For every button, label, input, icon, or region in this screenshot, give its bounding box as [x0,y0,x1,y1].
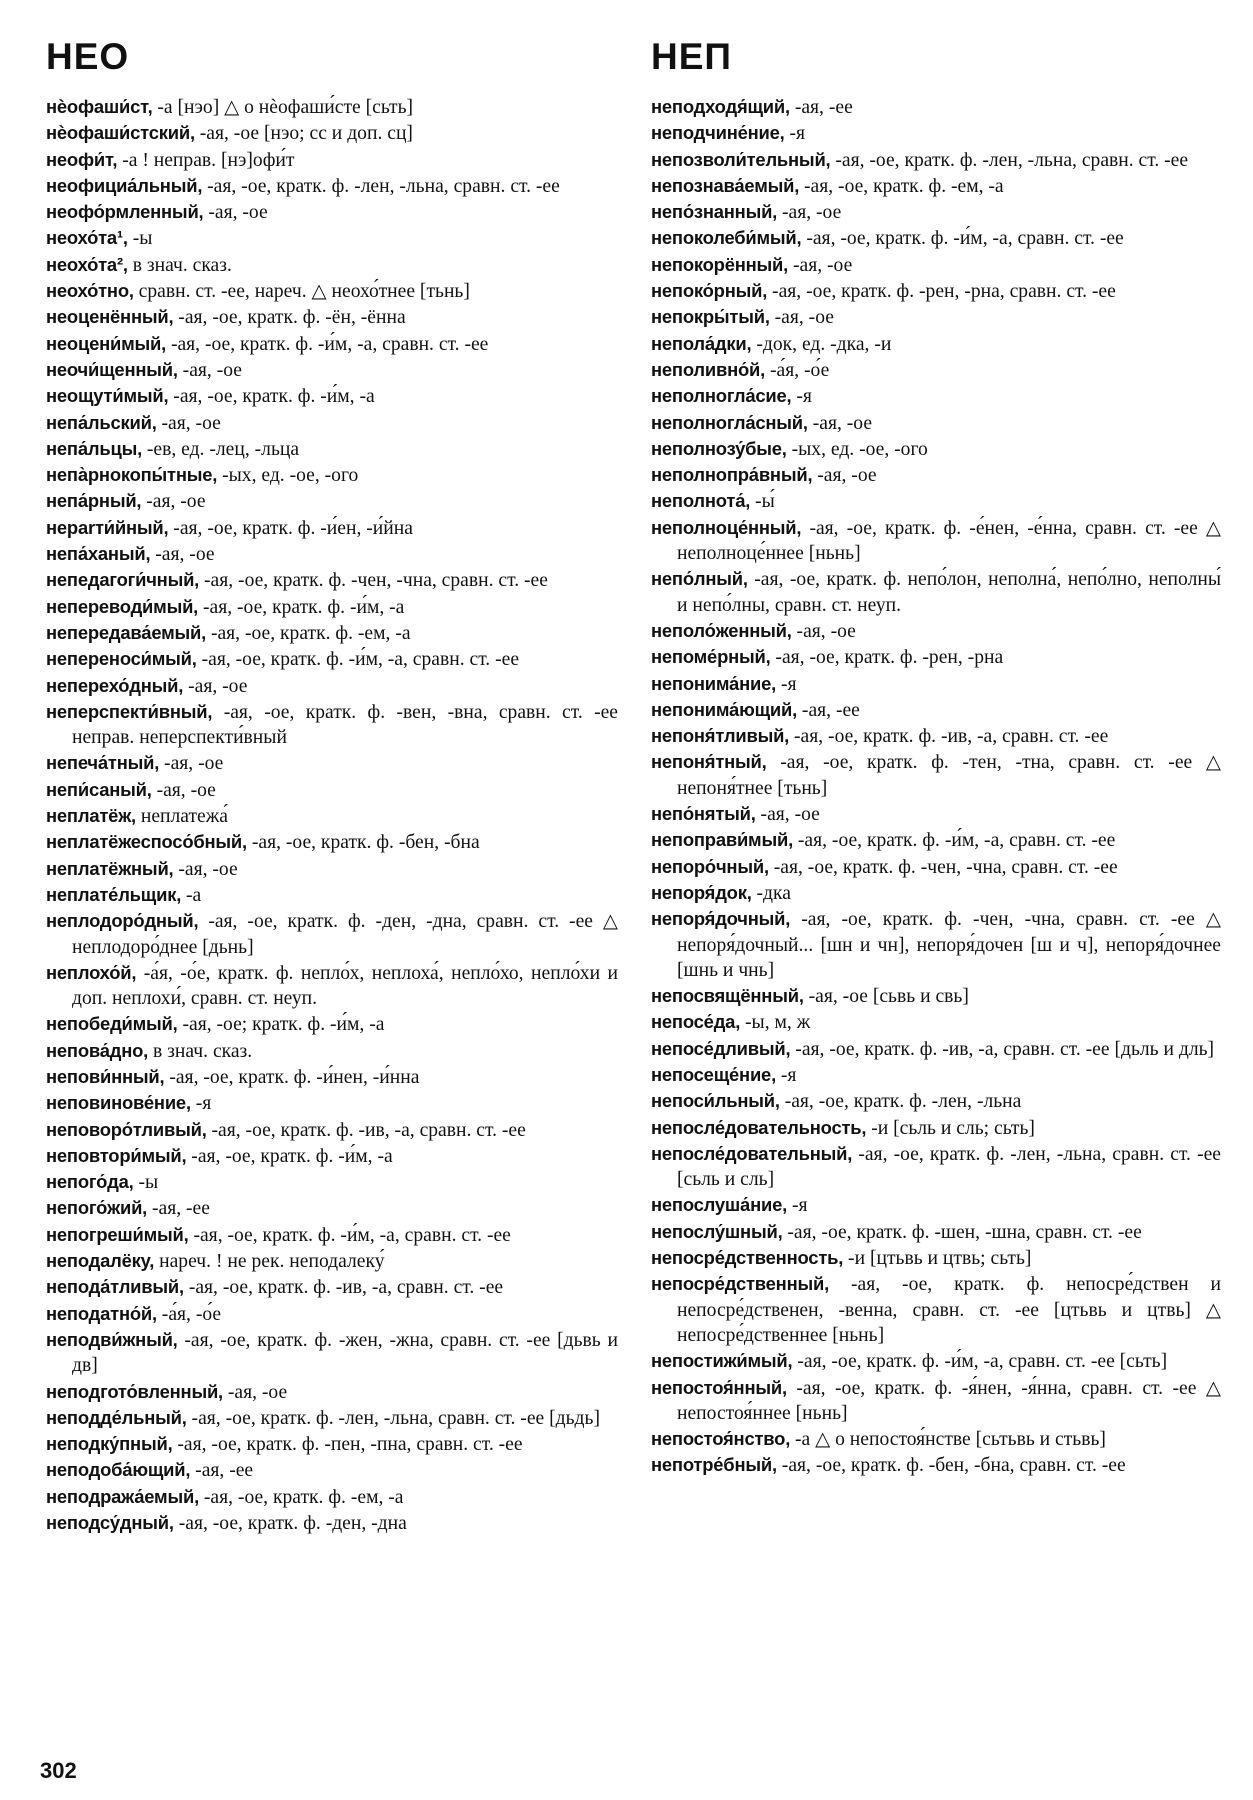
entry-headword: непа̀рнокопы́тные, [46,464,218,486]
entry-body: -ая, -ое, кратк. ф. непо́лон, неполна́, непо́лно, неполны́ и непо́лны, сравн. ст. неуп. [677,569,1221,616]
dictionary-entry [651,383,1221,409]
dictionary-entry [46,147,618,173]
entry-body: -ая, -ое, кратк. ф. -лен, -льна, сравн. ст. -ее [сьль и сль] [677,1143,1221,1191]
entry-body: -ых, ед. -ое, -ого [217,465,359,487]
dictionary-entry [46,1510,618,1536]
dictionary-entry [46,120,618,146]
entry-headword: неохо́та¹, [46,227,128,249]
entry-headword: неподоба́ющий, [46,1459,191,1481]
dictionary-entry [46,1117,618,1143]
entry-headword: неподсу́дный, [46,1512,174,1534]
entry-body: -ая, -ое [203,202,268,224]
dictionary-entry [46,1011,618,1037]
entry-headword: неочи́щенный, [46,358,178,380]
entry-body: -я [787,1195,808,1217]
left-column [46,34,618,1536]
dictionary-entry [651,1062,1221,1088]
dictionary-entry [651,304,1221,330]
entry-body: -ая, -ое, кратк. ф. -пен, -пна, сравн. ст. -ее [172,1434,523,1456]
entry-body: -ая, -ое [150,544,215,566]
dictionary-entry [46,383,618,409]
entry-body: в знач. сказ. [127,254,232,276]
dictionary-entry [651,723,1221,749]
dictionary-entry [651,120,1221,146]
dictionary-entry [46,410,618,436]
entry-body: -ая, -ое [755,804,820,826]
dictionary-entry [651,880,1221,906]
entry-body: -ы, м, ж [740,1012,811,1034]
entry-headword: непотре́бный, [651,1454,777,1476]
entry-body: -ая, -ое, кратк. ф. -и́нен, -и́нна [164,1066,420,1088]
dictionary-entry [46,646,618,672]
entry-headword: непосе́дливый, [651,1037,791,1059]
entry-body: -я [791,386,812,408]
entry-body: -ев, ед. -лец, -льца [141,438,300,460]
entry-headword: непедагоги́чный, [46,569,200,591]
entry-body: -ая, -ое, кратк. ф. -чен, -чна, сравн. ст. -ее [768,856,1118,878]
entry-headword: непостоя́нство, [651,1428,791,1450]
entry-headword: нѐофаши́стский, [46,122,195,144]
entry-headword: неподде́льный, [46,1406,187,1428]
dictionary-entry [46,515,618,541]
dictionary-entry [46,1248,618,1274]
entry-body: -ая, -ое, кратк. ф. -ён, -ённа [173,307,406,329]
dictionary-entry [651,749,1221,801]
entry-headword: неполнозу́бые, [651,437,787,459]
dictionary-entry [651,906,1221,983]
dictionary-entry [46,488,618,514]
entry-body: -ая, -ое, кратк. ф. -и́м, -а, сравн. ст. -ее [196,649,520,671]
entry-body: -ая, -ое, кратк. ф. -ем, -а [799,175,1004,197]
dictionary-entry [46,1222,618,1248]
dictionary-entry [46,1301,618,1327]
dictionary-entry [651,1192,1221,1218]
entry-headword: неподви́жный, [46,1328,178,1350]
entry-headword: неплохо́й, [46,961,137,983]
entry-body: -ая, -ое, кратк. ф. -лен, -льна [779,1091,1022,1113]
dictionary-entry [46,199,618,225]
entry-headword: непосле́довательность, [651,1116,867,1138]
entry-headword: неповинове́ние, [46,1092,191,1114]
entry-body: -ых, ед. -ое, -ого [786,438,928,460]
entry-body: -ая, -ое, кратк. ф. -ем, -а [206,622,411,644]
entry-headword: непа́рный, [46,490,142,512]
entry-body: -ая, -ое, кратк. ф. -тен, -тна, сравн. ст. -ее △ непоня́тнее [тьнь] [677,752,1221,799]
entry-body: -а [нэо] △ о нѐофаши́сте [сьть] [152,97,414,118]
dictionary-entry [46,1064,618,1090]
entry-body: -ая, -ое, кратк. ф. непосре́дствен и непосре́дственен, -венна, сравн. ст. -ее [цтьвь и цтвь] △ непосре́дственнее [ньнь] [677,1274,1221,1346]
entry-body: -ая, -ое [177,359,242,381]
entry-headword: неохо́та², [46,253,128,275]
entry-body: -ая, -ое; кратк. ф. -и́м, -а [177,1014,385,1036]
entry-headword: непозволи́тельный, [651,148,831,170]
entry-headword: непи́саный, [46,778,152,800]
entry-headword: непоме́рный, [651,646,771,668]
entry-headword: непокры́тый, [651,306,770,328]
entry-body: -ая, -ое [141,491,206,513]
dictionary-entry [651,854,1221,880]
dictionary-entry [651,147,1221,173]
entry-body: -док, ед. -дка, -и [751,333,892,355]
dictionary-entry [651,94,1221,120]
dictionary-entry [46,436,618,462]
entry-body: -ая, -ое [нэо; сс и доп. сц] [194,123,413,145]
entry-headword: неподходя́щий, [651,96,790,117]
dictionary-entry [46,1327,618,1379]
entry-headword: неплатёж, [46,805,136,827]
entry-headword: непого́жий, [46,1197,148,1219]
entry-body: -ая, -ое, кратк. ф. -лен, -льна, сравн. ст. -ее [202,175,560,197]
entry-headword: непереноси́мый, [46,648,197,670]
entry-headword: неофи́т, [46,148,118,170]
entry-body: -ая, -ое, кратк. ф. -бен, -бна, сравн. ст. -ее [776,1455,1126,1477]
dictionary-entry [46,856,618,882]
entry-headword: непосвящённый, [651,985,804,1007]
entry-body: -ая, -ое, кратк. ф. -и́м, -а, сравн. ст. -ее [801,228,1124,250]
entry-headword: непослуша́ние, [651,1194,788,1216]
entry-headword: непоколеби́мый, [651,227,802,249]
entry-body: -я [784,123,806,145]
entry-headword: непереводи́мый, [46,595,199,617]
entry-headword: непоря́дочный, [651,908,791,930]
entry-headword: непа́ханый, [46,543,151,565]
dictionary-entry [651,173,1221,199]
entry-body: -ая, -ое, кратк. ф. -ден, -дна, сравн. ст. -ее △ неплодоро́днее [дьнь] [72,911,618,958]
entry-headword: непосре́дственный, [651,1273,830,1295]
entry-body: -ая, -ое [777,202,842,224]
entry-headword: непослу́шный, [651,1220,783,1242]
entry-headword: непобеди́мый, [46,1013,178,1035]
left-entry-list [46,94,618,1536]
dictionary-entry [46,541,618,567]
entry-headword: непоправи́мый, [651,829,793,851]
entry-headword: нѐофаши́ст, [46,96,153,117]
dictionary-entry [46,252,618,278]
dictionary-entry [46,1484,618,1510]
dictionary-entry [46,304,618,330]
entry-headword: непосле́довательный, [651,1142,853,1164]
dictionary-entry [651,1426,1221,1452]
entry-body: -и [сьль и сль; сьть] [866,1117,1035,1139]
dictionary-entry [46,462,618,488]
dictionary-entry [651,1375,1221,1427]
entry-headword: неофициа́льный, [46,174,203,196]
dictionary-entry [651,644,1221,670]
entry-headword: непоря́док, [651,881,752,903]
entry-headword: неплатёжный, [46,857,174,879]
entry-body: нареч. ! не рек. неподалеку́ [154,1251,385,1273]
entry-headword: неподража́емый, [46,1485,199,1507]
dictionary-entry [46,882,618,908]
dictionary-entry [46,1274,618,1300]
dictionary-entry [46,567,618,593]
dictionary-entry [651,618,1221,644]
dictionary-entry [46,1457,618,1483]
entry-headword: непостоя́нный, [651,1376,787,1398]
dictionary-entry [46,1405,618,1431]
dictionary-entry [46,1038,618,1064]
dictionary-entry [651,1141,1221,1193]
entry-body: неплатежа́ [135,806,228,828]
entry-headword: непередава́емый, [46,621,207,643]
entry-body: -ая, -ое [222,1381,288,1403]
dictionary-entry [46,1379,618,1405]
dictionary-entry [651,462,1221,488]
entry-body: -ая, -ое, кратк. ф. -и́м, -а [198,596,405,618]
entry-headword: неполо́женный, [651,619,792,641]
entry-body: -ая, -ое, кратк. ф. -ив, -а, сравн. ст. -ее [дьль и дль] [790,1038,1215,1060]
entry-headword: непокорённый, [651,253,789,275]
dictionary-entry [651,1271,1221,1348]
entry-headword: непова́дно, [46,1039,149,1061]
entry-headword: неподгото́вленный, [46,1380,223,1402]
entry-body: -ая, -ое, кратк. ф. -рен, -рна [770,647,1004,669]
dictionary-entry [651,671,1221,697]
dictionary-entry [46,1090,618,1116]
entry-headword: неоцени́мый, [46,332,167,354]
entry-headword: непови́нный, [46,1065,165,1087]
dictionary-entry [651,697,1221,723]
entry-body: -дка [751,882,791,904]
entry-body: -ая, -ое [156,412,221,434]
entry-body: -а́я, -о́е [765,359,830,381]
dictionary-entry [46,278,618,304]
entry-body: -ая, -ее [147,1198,210,1220]
dictionary-entry [651,827,1221,853]
entry-headword: неофо́рмленный, [46,201,204,223]
entry-body: -ая, -ое [812,465,877,487]
entry-headword: неподку́пный, [46,1433,173,1455]
dictionary-entry [651,1219,1221,1245]
dictionary-entry [46,777,618,803]
dictionary-entry [46,1431,618,1457]
entry-body: -ая, -ое, кратк. ф. -я́нен, -я́нна, сравн. ст. -ее △ непостоя́ннее [ньнь] [677,1377,1221,1424]
entry-body: -ая, -ее [190,1460,254,1482]
dictionary-entry [46,803,618,829]
dictionary-entry [651,1245,1221,1271]
entry-headword: неплодоро́дный, [46,910,199,932]
entry-body: -ы [133,1172,159,1194]
dictionary-entry [46,908,618,960]
entry-body: -ая, -ое [807,412,873,434]
dictionary-entry [651,1009,1221,1035]
entry-headword: неощути́мый, [46,385,169,407]
entry-headword: неподалёку, [46,1250,155,1272]
entry-body: -ая, -ее [797,699,860,721]
dictionary-entry [651,357,1221,383]
dictionary-entry [46,594,618,620]
entry-body: -ая, -ое [159,753,224,775]
dictionary-entry [46,1143,618,1169]
entry-headword: неполнота́, [651,490,751,512]
entry-body: -ая, -ое, кратк. ф. -ден, -дна [173,1513,407,1535]
entry-headword: непого́да, [46,1171,134,1193]
dictionary-entry [651,225,1221,251]
entry-body: -ая, -ое, кратк. ф. -ем, -а [198,1486,404,1508]
entry-body: -ая, -ое [788,254,853,276]
left-running-head: НЕО [46,36,130,77]
entry-headword: неполивно́й, [651,358,766,380]
entry-body: -ая, -ое, кратк. ф. -рен, -рна, сравн. ст. -ее [767,281,1116,303]
entry-headword: непеча́тный, [46,752,160,774]
entry-headword: неоценённый, [46,306,174,328]
entry-headword: неполногла́сный, [651,411,808,433]
entry-headword: непоня́тный, [651,751,767,773]
entry-body: -ая, -ое, кратк. ф. -лен, -льна, сравн. ст. -ее [830,149,1189,171]
entry-headword: неподатно́й, [46,1302,157,1324]
entry-headword: неперехо́дный, [46,674,184,696]
dictionary-entry [651,983,1221,1009]
entry-body: -а ! неправ. [нэ]офи́т [117,149,295,171]
dictionary-entry [46,357,618,383]
entry-headword: непо́знанный, [651,201,778,223]
dictionary-entry [651,252,1221,278]
entry-headword: непонима́ющий, [651,698,798,720]
entry-headword: непола́дки, [651,332,752,354]
dictionary-entry [46,673,618,699]
entry-headword: непоко́рный, [651,280,768,302]
dictionary-entry [46,331,618,357]
dictionary-entry [46,620,618,646]
dictionary-entry [651,1088,1221,1114]
entry-body: -ая, -ое, кратк. ф. -ив, -а, сравн. ст. -ее [789,726,1109,748]
dictionary-entry [651,199,1221,225]
entry-headword: непостижи́мый, [651,1350,793,1372]
entry-body: -ая, -ое, кратк. ф. -и́м, -а [186,1145,393,1167]
entry-body: -а́я, -о́е, кратк. ф. непло́х, неплоха́, непло́хо, непло́хи и доп. неплохи́, сравн. ст. неуп. [72,962,618,1010]
dictionary-entry [651,410,1221,436]
entry-body: -я [776,1064,797,1086]
entry-body: -ая, -ое, кратк. ф. -жен, -жна, сравн. ст. -ее [дьвь и дв] [72,1329,618,1377]
entry-body: -я [776,673,797,695]
entry-headword: неплате́льщик, [46,883,182,905]
entry-headword: непо́нятый, [651,803,756,825]
entry-body: -ая, -ое [151,779,216,801]
dictionary-entry [46,1195,618,1221]
entry-headword: непознава́емый, [651,174,800,196]
entry-headword: непода́тливый, [46,1276,184,1298]
right-column [651,34,1221,1479]
entry-headword: неохо́тно, [46,280,134,302]
entry-headword: неполногла́сие, [651,385,792,407]
dictionary-entry [651,1115,1221,1141]
dictionary-entry [46,1169,618,1195]
entry-body: -ая, -ое [769,307,834,329]
entry-body: -ая, -ое, кратк. ф. -чен, -чна, сравн. ст. -ее △ непоря́дочный... [шн и чн], непоря́дочен [ш и ч], непоря́дочнее [шнь и чнь] [677,909,1221,981]
entry-headword: неподчине́ние, [651,122,785,144]
entry-body: -а [181,884,202,906]
entry-body: -а △ о непостоя́нстве [сьтьвь и стьвь] [790,1429,1106,1451]
entry-body: в знач. сказ. [148,1040,253,1062]
entry-body: -ая, -ое, кратк. ф. -и́м, -а, сравн. ст. -ее [сьть] [792,1351,1168,1373]
entry-headword: непоня́тливый, [651,725,790,747]
entry-body: -ая, -ое, кратк. ф. -вен, -вна, сравн. ст. -ее неправ. неперспекти́вный [72,701,618,749]
dictionary-entry [651,801,1221,827]
entry-headword: непа́льцы, [46,437,142,459]
dictionary-entry [651,436,1221,462]
entry-body: -ая, -ое, кратк. ф. -е́нен, -е́нна, сравн. ст. -ее △ неполноце́ннее [ньнь] [677,517,1221,565]
dictionary-entry [651,1452,1221,1478]
entry-headword: неповтори́мый, [46,1144,187,1166]
entry-headword: неповоро́тливый, [46,1118,207,1140]
entry-body: -ая, -ое, кратк. ф. -ив, -а, сравн. ст. -ее [183,1277,504,1299]
dictionary-entry [46,960,618,1012]
entry-headword: непосе́да, [651,1011,741,1033]
dictionary-entry [651,515,1221,567]
entry-body: -ая, -ое [173,858,238,880]
entry-headword: непо́лный, [651,568,748,590]
dictionary-entry [651,1348,1221,1374]
dictionary-entry [46,173,618,199]
entry-body: -ая, -ое, кратк. ф. -и́м, -а, сравн. ст. -ее [792,830,1116,852]
dictionary-entry [651,488,1221,514]
entry-headword: неполноце́нный, [651,516,802,538]
page-number: 302 [40,1758,77,1783]
entry-body: -ая, -ое, кратк. ф. -чен, -чна, сравн. ст. -ее [199,570,548,592]
entry-body: -ая, -ое, кратк. ф. -и́м, -а [168,386,375,408]
dictionary-entry [46,699,618,751]
entry-headword: непоси́льный, [651,1090,780,1112]
entry-body: -ая, -ое, кратк. ф. -ив, -а, сравн. ст. -ее [206,1119,526,1141]
entry-body: сравн. ст. -ее, нареч. △ неохо́тнее [тьнь] [133,281,470,303]
dictionary-entry [46,225,618,251]
entry-headword: непоро́чный, [651,855,769,877]
entry-headword: непа́льский, [46,411,157,433]
entry-body: -ая, -ое, кратк. ф. -бен, -бна [246,832,480,854]
dictionary-entry [651,278,1221,304]
entry-headword: неparти́йный, [46,516,169,538]
entry-body: -ая, -ое, кратк. ф. -шен, -шна, сравн. ст. -ее [782,1221,1142,1243]
entry-body: -я [190,1093,212,1115]
dictionary-entry [651,566,1221,618]
entry-headword: неперспекти́вный, [46,700,213,722]
dictionary-entry [46,750,618,776]
entry-body: -и [цтьвь и цтвь; сьть] [843,1248,1032,1270]
entry-body: -а́я, -о́е [156,1303,222,1325]
entry-headword: непонима́ние, [651,672,777,694]
entry-body: -ая, -ое, кратк. ф. -и́м, -а, сравн. ст. -ее [188,1224,511,1246]
dictionary-entry [651,331,1221,357]
entry-headword: непогреши́мый, [46,1223,189,1245]
dictionary-entry [651,1036,1221,1062]
entry-headword: непосеще́ние, [651,1063,776,1085]
dictionary-entry [46,829,618,855]
entry-body: -ая, -ое [сьвь и свь] [803,986,969,1008]
entry-body: -ая, -ое [791,620,856,642]
right-running-head: НЕП [651,36,732,77]
entry-headword: непосре́дственность, [651,1247,844,1269]
entry-body: -ая, -ое [183,675,248,697]
entry-body: -ы [127,228,153,250]
entry-body: -ая, -ое, кратк. ф. -и́м, -а, сравн. ст. -ее [166,333,489,355]
entry-headword: неплатёжеспосо́бный, [46,831,247,853]
entry-headword: неполнопра́вный, [651,464,813,486]
entry-body: -ая, -ое, кратк. ф. -и́ен, -и́йна [168,517,413,539]
entry-body: -ая, -ее [789,97,853,118]
right-entry-list [651,94,1221,1479]
entry-body: -ы́ [750,491,775,513]
dictionary-entry [46,94,618,120]
entry-body: -ая, -ое, кратк. ф. -лен, -льна, сравн. ст. -ее [дьдь] [186,1407,600,1429]
